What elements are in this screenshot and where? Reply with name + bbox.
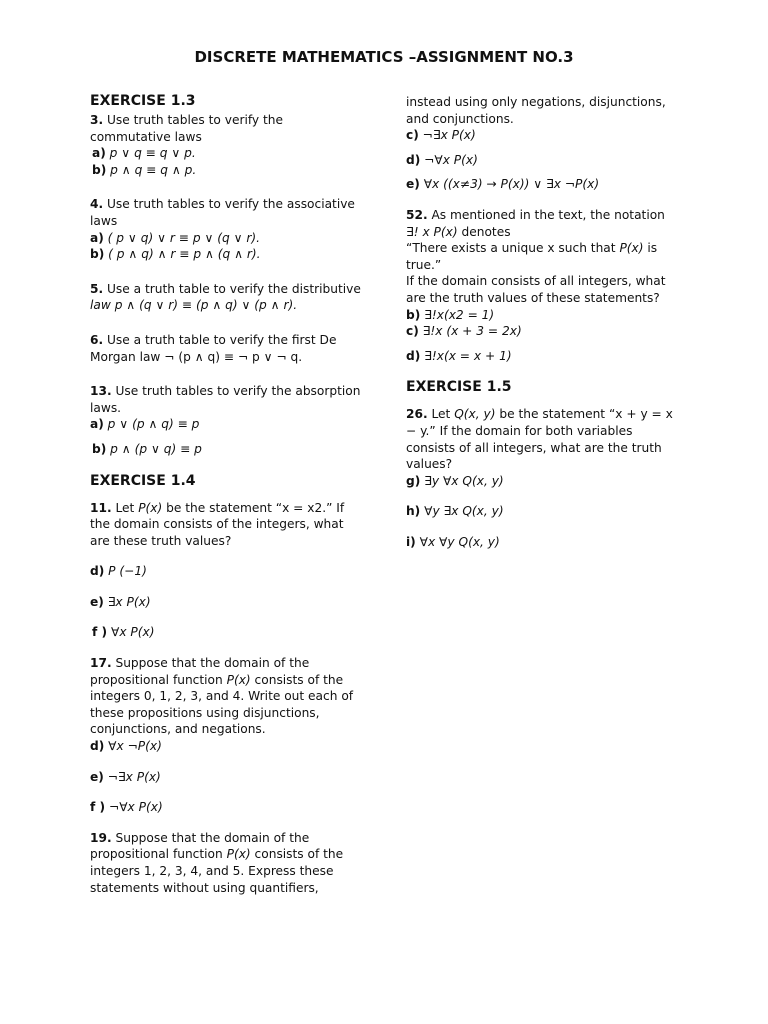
q19-text: Suppose that the domain of the	[111, 830, 310, 845]
q4-number: 4.	[90, 197, 104, 212]
document-title: DISCRETE MATHEMATICS –ASSIGNMENT NO.3	[194, 48, 574, 66]
q4a-label: a)	[90, 230, 104, 245]
question-13	[90, 383, 368, 457]
q17d-label: d)	[90, 739, 105, 754]
q52-text-4: true.”	[406, 257, 442, 272]
q11e-label: e)	[90, 594, 104, 609]
q19d-expr: ¬∀x P(x)	[420, 152, 478, 167]
q17d-expr: ∀x ¬P(x)	[104, 739, 162, 754]
q19-number: 19.	[90, 830, 112, 845]
q5-text-2: law p ∧ (q ∨ r) ≡ (p ∧ q) ∨ (p ∧ r).	[90, 298, 298, 313]
right-column	[406, 94, 676, 550]
q26-text-a: Let	[427, 407, 455, 422]
q11f-expr: ∀x P(x)	[107, 625, 155, 640]
q13-text: Use truth tables to verify the absorption	[111, 384, 361, 399]
q17e-label: e)	[90, 769, 104, 784]
q52d-label: d)	[406, 348, 421, 363]
q52-text-6: are the truth values of these statements?	[406, 290, 660, 305]
q26-text-4: values?	[406, 457, 453, 472]
q4a-expr: ( p ∨ q) ∨ r ≡ p ∨ (q ∨ r).	[103, 230, 261, 245]
question-11	[90, 500, 368, 642]
q13a-label: a)	[90, 417, 104, 432]
q17f-expr: ¬∀x P(x)	[105, 800, 163, 815]
question-19	[90, 830, 368, 896]
q26-text-2: − y.” If the domain for both variables	[406, 423, 633, 438]
q26g-expr: ∃y ∀x Q(x, y)	[420, 473, 504, 488]
question-52	[406, 207, 676, 364]
exercise-1-3-heading: EXERCISE 1.3	[90, 93, 196, 109]
question-5	[90, 281, 368, 314]
q11-number: 11.	[90, 500, 112, 515]
q17e-expr: ¬∃x P(x)	[103, 769, 161, 784]
q11f-label: f )	[92, 625, 108, 640]
q11d-label: d)	[90, 564, 105, 579]
question-3	[90, 112, 368, 178]
q52d-expr: ∃!x(x = x + 1)	[420, 348, 512, 363]
q11-text-a: Let	[111, 500, 139, 515]
q19c-label: c)	[406, 128, 419, 143]
q6-text: Use a truth table to verify the first De	[103, 332, 337, 347]
q11-text-c: be the statement “x = x2.” If	[162, 500, 345, 515]
q19-text-2b: P(x)	[226, 847, 251, 862]
question-6	[90, 332, 368, 365]
q11e-expr: ∃x P(x)	[103, 594, 151, 609]
q19-text-3: integers 1, 2, 3, 4, and 5. Express these	[90, 864, 334, 878]
q6-number: 6.	[90, 332, 104, 347]
q52-text-5: If the domain consists of all integers, what	[406, 274, 666, 289]
q26i-expr: ∀x ∀y Q(x, y)	[415, 534, 500, 549]
q4b-expr: ( p ∧ q) ∧ r ≡ p ∧ (q ∧ r).	[104, 247, 261, 262]
q17-text-2c: consists of the	[250, 672, 344, 687]
q17-text-2a: propositional function	[90, 672, 227, 687]
q4-text-2: laws	[90, 213, 118, 228]
q3-text-2: commutative laws	[90, 129, 202, 144]
q19-cont-text-1: instead using only negations, disjunctions,	[406, 95, 666, 109]
q3b-expr: p ∧ q ≡ q ∧ p.	[106, 162, 197, 177]
q19c-expr: ¬∃x P(x)	[418, 128, 476, 143]
q52-text-3b: P(x)	[619, 241, 644, 256]
q52-text-3a: “There exists a unique x such that	[406, 241, 620, 256]
q3a-label: a)	[92, 146, 106, 161]
q11-text-2: the domain consists of the integers, what	[90, 517, 344, 532]
left-column	[90, 92, 368, 896]
q26i-label: i)	[406, 534, 416, 549]
q5-number: 5.	[90, 281, 104, 296]
q19e-expr: ∀x ((x≠3) → P(x)) ∨ ∃x ¬P(x)	[419, 177, 600, 192]
q3a-expr: p ∨ q ≡ q ∨ p.	[105, 146, 196, 161]
q11-text-3: are these truth values?	[90, 533, 232, 548]
q19-text-4: statements without using quantifiers,	[90, 880, 319, 895]
q52-notation: ∃! x P(x)	[406, 224, 458, 239]
q4b-label: b)	[90, 247, 105, 262]
q26h-expr: ∀y ∃x Q(x, y)	[420, 504, 504, 519]
q17-text-3: integers 0, 1, 2, 3, and 4. Write out each of	[90, 689, 354, 704]
q52-denotes: denotes	[457, 224, 511, 239]
q19-text-2a: propositional function	[90, 847, 227, 862]
q26g-label: g)	[406, 473, 421, 488]
q13-number: 13.	[90, 384, 112, 399]
q17-number: 17.	[90, 656, 112, 671]
q26-text-3: consists of all integers, what are the truth	[406, 440, 662, 455]
q26-number: 26.	[406, 407, 428, 422]
q13b-expr: p ∧ (p ∨ q) ≡ p	[106, 441, 202, 456]
q52-number: 52.	[406, 207, 428, 222]
q13-text-2: laws.	[90, 400, 122, 415]
question-26	[406, 406, 676, 550]
question-4	[90, 196, 368, 262]
q52c-expr: ∃!x (x + 3 = 2x)	[418, 324, 522, 339]
q17-text-5: conjunctions, and negations.	[90, 722, 266, 737]
question-17	[90, 655, 368, 816]
q13a-expr: p ∨ (p ∧ q) ≡ p	[103, 417, 200, 432]
q17f-label: f )	[90, 800, 106, 815]
q13b-label: b)	[92, 441, 107, 456]
q3-number: 3.	[90, 113, 104, 127]
q11d-expr: P (−1)	[104, 564, 147, 579]
q17-text-2b: P(x)	[226, 672, 251, 687]
q5-text: Use a truth table to verify the distributive	[103, 281, 361, 296]
q52c-label: c)	[406, 324, 419, 339]
q4-text: Use truth tables to verify the associative	[103, 197, 355, 212]
q52-text-3c: is	[643, 241, 658, 256]
q19e-label: e)	[406, 177, 420, 192]
q26h-label: h)	[406, 504, 421, 519]
exercise-1-5-heading: EXERCISE 1.5	[406, 379, 512, 396]
q17-text-4: these propositions using disjunctions,	[90, 705, 320, 720]
q3b-label: b)	[92, 162, 107, 177]
q3-text: Use truth tables to verify the	[103, 113, 284, 127]
q52b-label: b)	[406, 307, 421, 322]
q19-cont-text-2: and conjunctions.	[406, 111, 514, 126]
q19d-label: d)	[406, 152, 421, 167]
q26-text-c: be the statement “x + y = x	[495, 407, 673, 422]
q52-text: As mentioned in the text, the notation	[427, 207, 665, 222]
question-19-continued	[406, 94, 676, 193]
q6-text-2: Morgan law ¬ (p ∧ q) ≡ ¬ p ∨ ¬ q.	[90, 349, 303, 364]
q11-text-b: P(x)	[138, 500, 163, 515]
q52b-expr: ∃!x(x2 = 1)	[420, 307, 495, 322]
exercise-1-4-heading: EXERCISE 1.4	[90, 472, 196, 489]
q19-text-2c: consists of the	[250, 847, 344, 862]
q17-text: Suppose that the domain of the	[111, 656, 310, 671]
q26-text-b: Q(x, y)	[454, 407, 496, 422]
